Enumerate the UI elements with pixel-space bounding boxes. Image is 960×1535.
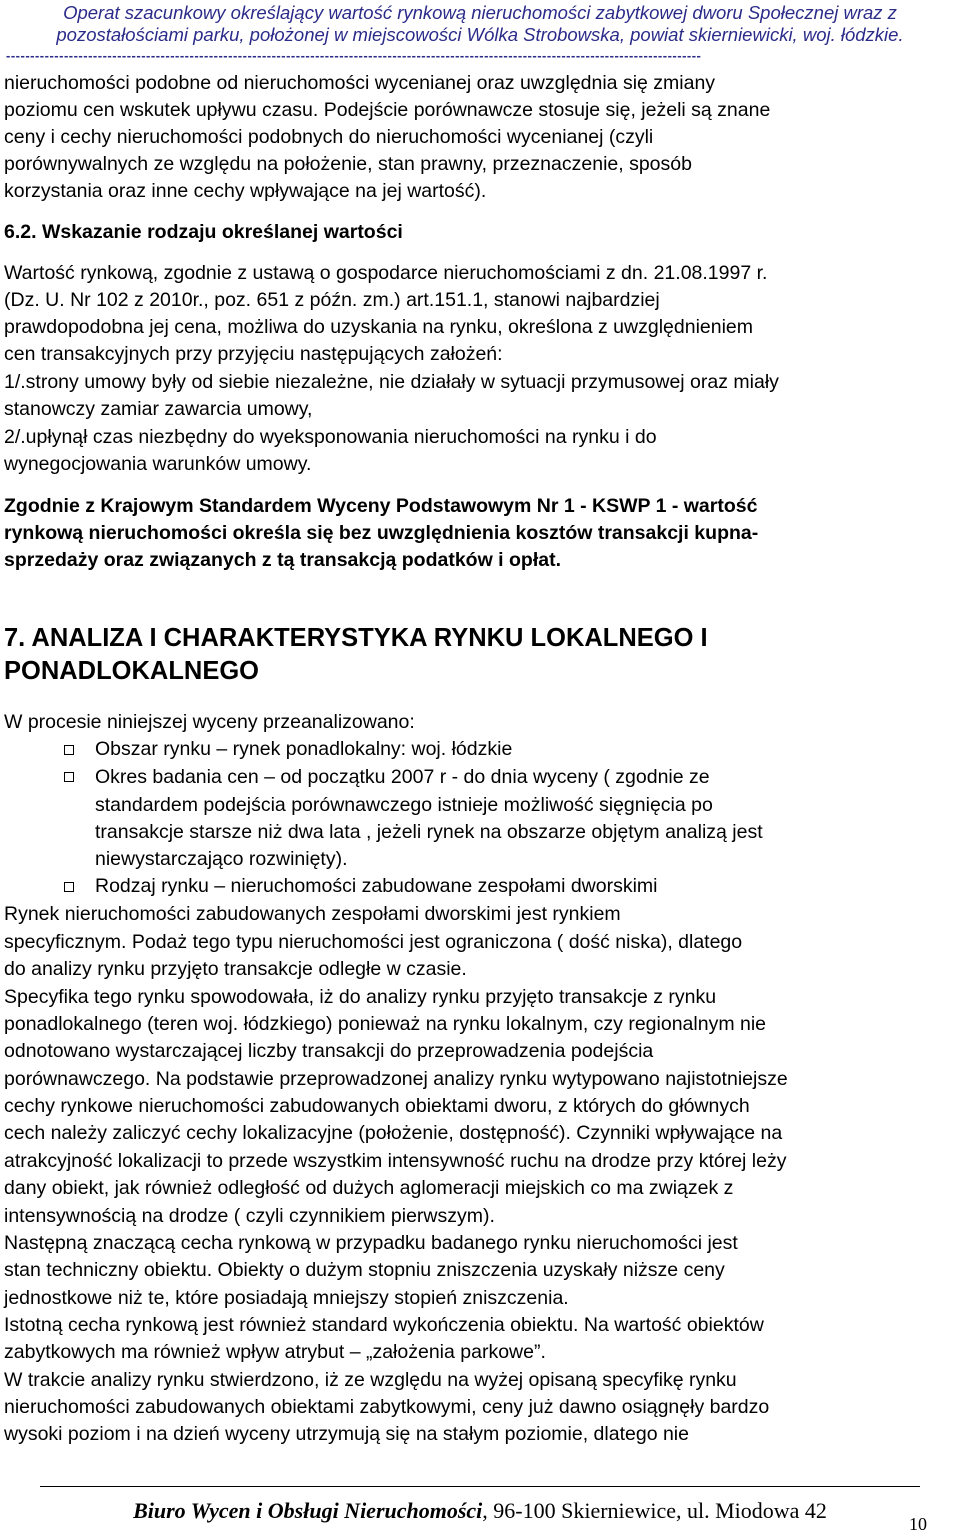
body-line: porównywalnych ze względu na położenie, stan prawny, przeznaczenie, sposób	[4, 153, 692, 175]
footer-address: , 96-100 Skierniewice, ul. Miodowa 42	[482, 1498, 827, 1523]
body-line: korzystania oraz inne cechy wpływające na jej wartość).	[4, 180, 487, 202]
body-line: atrakcyjność lokalizacji to przede wszystkim intensywność ruchu na drodze przy której leży	[4, 1150, 787, 1172]
footer-company: Biuro Wycen i Obsługi Nieruchomości	[133, 1498, 483, 1523]
body-line: Istotną cecha rynkową jest również standard wykończenia obiektu. Na wartość obiektów	[4, 1314, 764, 1336]
body-line: cech należy zaliczyć cechy lokalizacyjne (położenie, dostępność). Czynniki wpływające na	[4, 1122, 783, 1144]
body-line: do analizy rynku przyjęto transakcje odległe w czasie.	[4, 958, 467, 980]
kswp-statement-line: Zgodnie z Krajowym Standardem Wyceny Podstawowym Nr 1 - KSWP 1 - wartość	[4, 495, 758, 517]
bullet-item-continuation: transakcje starsze niż dwa lata , jeżeli rynek na obszarze objętym analizą jest	[95, 821, 763, 843]
body-line: stanowczy zamiar zawarcia umowy,	[4, 398, 313, 420]
body-line: dany obiekt, jak również odległość od dużych aglomeracji miejskich co ma związek z	[4, 1177, 734, 1199]
body-line: (Dz. U. Nr 102 z 2010r., poz. 651 z późn. zm.) art.151.1, stanowi najbardziej	[4, 289, 660, 311]
body-line: Specyfika tego rynku spowodowała, iż do analizy rynku przyjęto transakcje z rynku	[4, 986, 717, 1008]
checkbox-bullet-icon	[64, 745, 74, 755]
kswp-statement-line: rynkową nieruchomości określa się bez uwzględnienia kosztów transakcji kupna-	[4, 522, 759, 544]
body-line: stan techniczny obiektu. Obiekty o dużym stopniu zniszczenia uzyskały niższe ceny	[4, 1259, 725, 1281]
bullet-item: Rodzaj rynku – nieruchomości zabudowane zespołami dworskimi	[95, 875, 658, 897]
section-7-heading: PONADLOKALNEGO	[4, 657, 259, 685]
body-line: intensywnością na drodze ( czyli czynnikiem pierwszym).	[4, 1205, 495, 1227]
bullet-item-continuation: standardem podejścia porównawczego istnieje możliwość sięgnięcia po	[95, 794, 713, 816]
page-footer	[0, 1498, 960, 1524]
body-line: poziomu cen wskutek upływu czasu. Podejście porównawcze stosuje się, jeżeli są znane	[4, 99, 771, 121]
body-line: wysoki poziom i na dzień wyceny utrzymują się na stałym poziomie, dlatego nie	[4, 1423, 689, 1445]
body-line: Następną znaczącą cecha rynkową w przypadku badanego rynku nieruchomości jest	[4, 1232, 738, 1254]
body-line: 2/.upłynął czas niezbędny do wyeksponowania nieruchomości na rynku i do	[4, 426, 657, 448]
running-header-line-2: pozostałościami parku, położonej w miejscowości Wólka Strobowska, powiat skierniewicki, woj. łódzkie.	[56, 24, 904, 45]
body-line: Wartość rynkową, zgodnie z ustawą o gospodarce nieruchomościami z dn. 21.08.1997 r.	[4, 262, 768, 284]
section-6-2-heading: 6.2. Wskazanie rodzaju określanej wartości	[4, 221, 403, 243]
footer-rule	[40, 1486, 920, 1487]
body-line: wynegocjowania warunków umowy.	[4, 453, 312, 475]
checkbox-bullet-icon	[64, 772, 74, 782]
body-line: odnotowano wystarczającej liczby transakcji do przeprowadzenia podejścia	[4, 1040, 654, 1062]
bullet-item: Okres badania cen – od początku 2007 r - do dnia wyceny ( zgodnie ze	[95, 766, 710, 788]
bullet-item: Obszar rynku – rynek ponadlokalny: woj. łódzkie	[95, 738, 513, 760]
page-number: 10	[909, 1514, 927, 1534]
body-line: Rynek nieruchomości zabudowanych zespołami dworskimi jest rynkiem	[4, 903, 621, 925]
body-line: specyficznym. Podaż tego typu nieruchomości jest ograniczona ( dość niska), dlatego	[4, 931, 743, 953]
body-line: prawdopodobna jej cena, możliwa do uzyskania na rynku, określona z uwzględnieniem	[4, 316, 754, 338]
body-line: ponadlokalnego (teren woj. łódzkiego) ponieważ na rynku lokalnym, czy regionalnym nie	[4, 1013, 767, 1035]
body-line: porównawczego. Na podstawie przeprowadzonej analizy rynku wytypowano najistotniejsze	[4, 1068, 788, 1090]
section-7-heading: 7. ANALIZA I CHARAKTERYSTYKA RYNKU LOKALNEGO I	[4, 624, 708, 652]
body-line: cechy rynkowe nieruchomości zabudowanych obiektami dworu, z których do głównych	[4, 1095, 750, 1117]
running-header-line-1: Operat szacunkowy określający wartość rynkową nieruchomości zabytkowej dworu Społecznej wraz z	[63, 2, 897, 23]
checkbox-bullet-icon	[64, 882, 74, 892]
body-line: ceny i cechy nieruchomości podobnych do nieruchomości wycenianej (czyli	[4, 126, 654, 148]
kswp-statement-line: sprzedaży oraz związanych z tą transakcją podatków i opłat.	[4, 549, 561, 571]
body-line: nieruchomości podobne od nieruchomości wycenianej oraz uwzględnia się zmiany	[4, 72, 716, 94]
body-line: jednostkowe niż te, które posiadają mniejszy stopień zniszczenia.	[4, 1287, 569, 1309]
body-line: 1/.strony umowy były od siebie niezależne, nie działały w sytuacji przymusowej oraz miały	[4, 371, 779, 393]
header-dashed-rule: ------------------------------------------------------------------------------------------------------------------------------------------------	[6, 48, 702, 63]
body-line: W trakcie analizy rynku stwierdzono, iż ze względu na wyżej opisaną specyfikę rynku	[4, 1369, 737, 1391]
body-line: zabytkowych ma również wpływ atrybut – „założenia parkowe”.	[4, 1341, 546, 1363]
body-line: cen transakcyjnych przy przyjęciu następujących założeń:	[4, 343, 503, 365]
analysis-intro: W procesie niniejszej wyceny przeanalizowano:	[4, 711, 415, 733]
bullet-item-continuation: niewystarczająco rozwinięty).	[95, 848, 348, 870]
body-line: nieruchomości zabudowanych obiektami zabytkowymi, ceny już dawno osiągnęły bardzo	[4, 1396, 770, 1418]
